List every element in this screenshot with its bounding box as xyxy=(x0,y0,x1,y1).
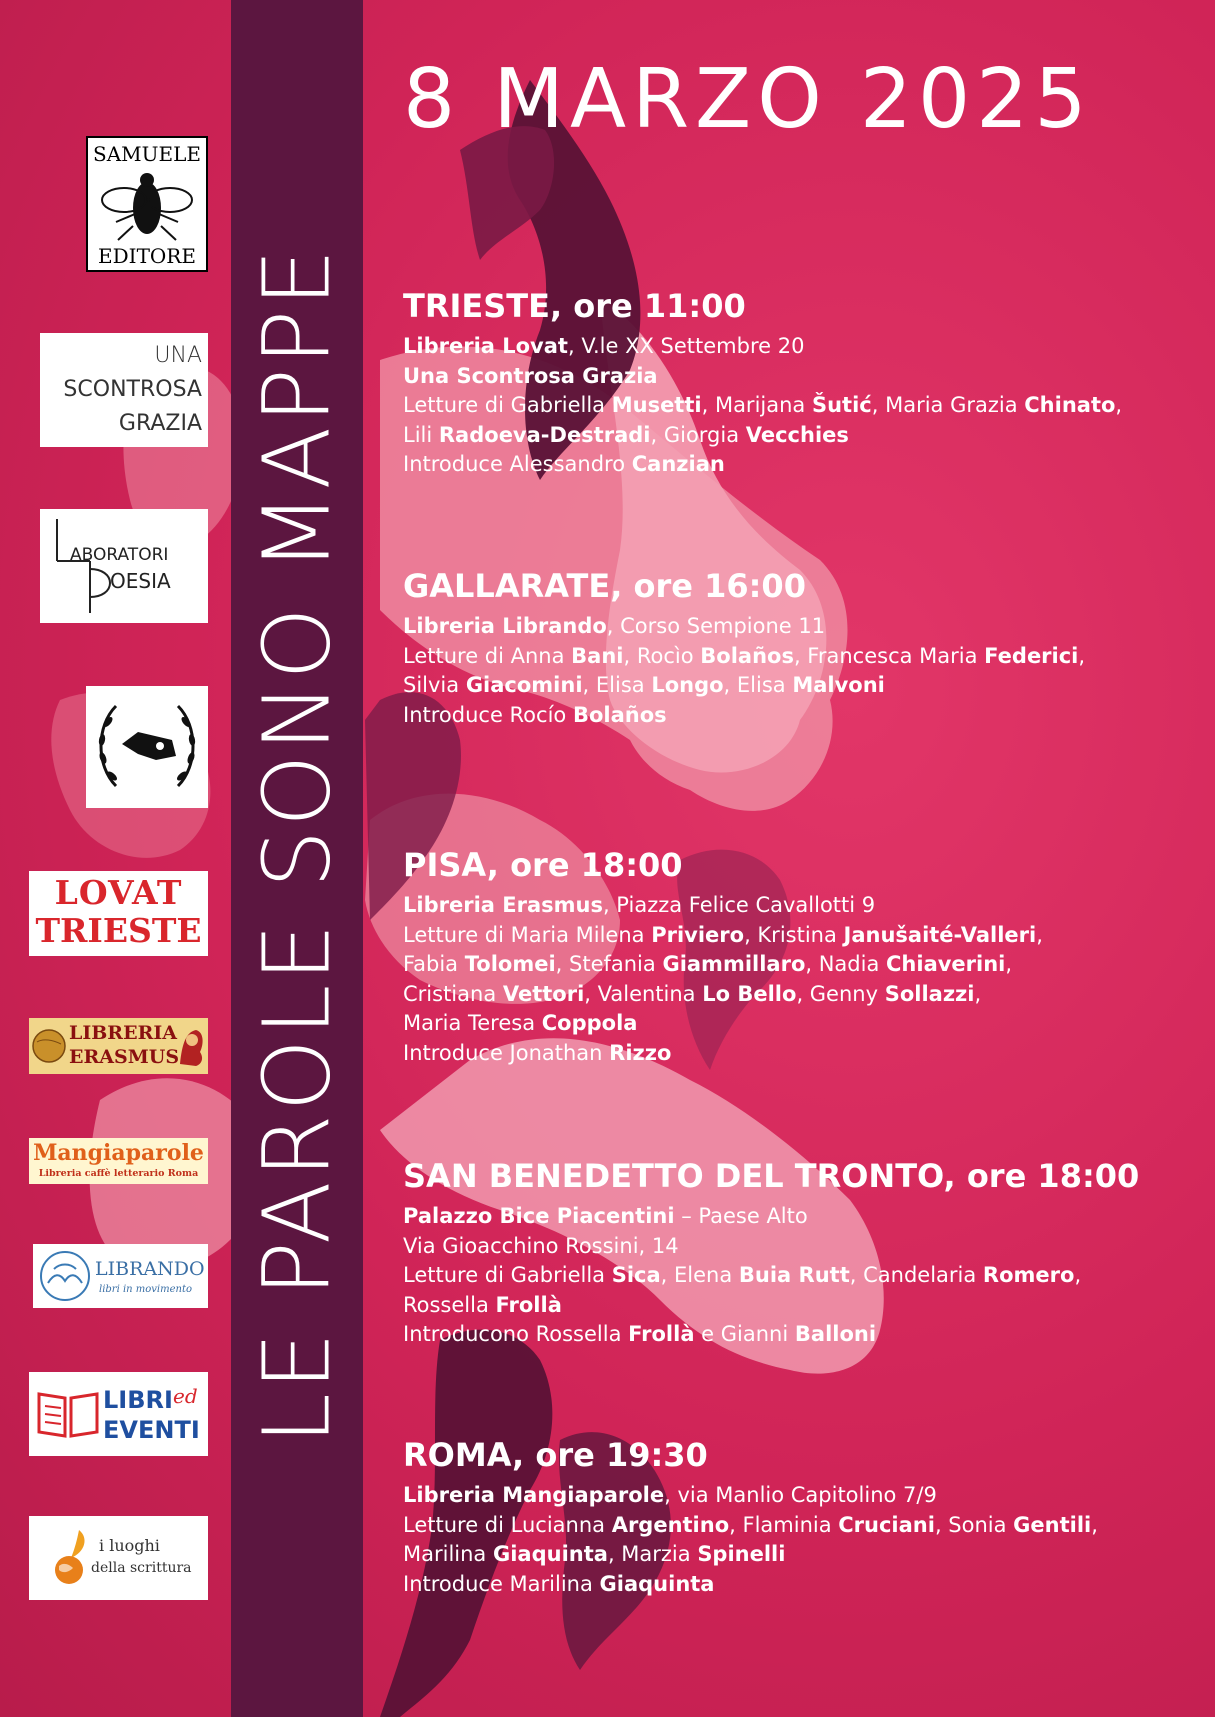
logo-text: TRIESTE xyxy=(35,911,202,950)
bold-name: Tolomei xyxy=(464,952,556,976)
bold-name: Buia Rutt xyxy=(738,1263,850,1287)
text-segment: Introduce Jonathan xyxy=(403,1040,610,1065)
text-segment: , Maria Grazia xyxy=(871,393,1025,417)
event-line xyxy=(403,1009,1043,1039)
laboratori-mark-icon xyxy=(40,509,208,623)
text-segment: Via Gioacchino Rossini, 14 xyxy=(403,1233,679,1258)
bold-name: Palazzo Bice Piacentini xyxy=(403,1204,675,1228)
event-line xyxy=(403,921,1043,951)
bold-name: Libreria Mangiaparole xyxy=(403,1483,665,1507)
text-segment: , Piazza Felice Cavallotti 9 xyxy=(602,893,876,917)
event-date: 8 MARZO 2025 xyxy=(403,52,1093,147)
bold-name: Malvoni xyxy=(792,673,885,697)
text-segment: Rossella xyxy=(403,1292,496,1317)
bold-name: Spinelli xyxy=(697,1542,786,1566)
logo-lovat-trieste xyxy=(29,871,208,956)
bold-name: Libreria Erasmus xyxy=(403,893,603,917)
text-segment: Marilina xyxy=(403,1542,493,1566)
bold-name: Vettori xyxy=(502,981,585,1006)
text-segment: , via Manlio Capitolino 7/9 xyxy=(664,1483,937,1507)
event-line xyxy=(403,1320,1139,1350)
logo-text: i luoghi xyxy=(99,1536,160,1555)
logo-librando xyxy=(33,1244,208,1308)
bold-name: Vecchies xyxy=(745,422,849,447)
bold-name: Libreria Lovat xyxy=(403,334,568,358)
event-line xyxy=(403,891,1043,921)
event-heading: SAN BENEDETTO DEL TRONTO, ore 18:00 xyxy=(403,1157,1140,1195)
bold-name: Janušaité-Valleri xyxy=(843,922,1037,947)
event-line xyxy=(403,1481,1098,1511)
bold-name: Federici xyxy=(984,643,1079,668)
text-segment: , Candelaria xyxy=(849,1263,983,1287)
text-segment: Introducono Rossella xyxy=(403,1322,629,1346)
event-details xyxy=(403,1481,1098,1599)
text-segment: , xyxy=(974,981,982,1006)
librando-circle-icon xyxy=(38,1249,92,1303)
bold-name: Sica xyxy=(611,1263,661,1287)
text-segment: , Elisa xyxy=(723,673,793,697)
text-segment: , Corso Sempione 11 xyxy=(606,614,826,638)
event-details xyxy=(403,1202,1139,1350)
bold-name: Chinato xyxy=(1024,393,1116,417)
bold-name: Šutić xyxy=(811,393,872,417)
event-trieste xyxy=(403,286,1122,480)
bold-name: Romero xyxy=(982,1263,1075,1287)
event-line xyxy=(403,671,1085,701)
event-details xyxy=(403,891,1043,1068)
bold-name: Bani xyxy=(571,643,624,668)
event-gallarate xyxy=(403,566,1085,730)
bold-name: Lo Bello xyxy=(702,981,797,1006)
text-segment: , Kristina xyxy=(744,922,844,947)
text-segment: , Genny xyxy=(796,981,885,1006)
logo-libreria-erasmus xyxy=(29,1018,208,1074)
bold-name: Canzian xyxy=(631,452,725,476)
event-line xyxy=(403,1039,1043,1069)
logo-mangiaparole xyxy=(29,1138,208,1184)
text-segment: , Flaminia xyxy=(729,1512,839,1537)
event-line xyxy=(403,332,1122,362)
event-line xyxy=(403,450,1122,480)
text-segment: , Valentina xyxy=(584,981,703,1006)
logo-text: OESIA xyxy=(110,569,171,593)
bee-icon xyxy=(88,166,206,246)
bold-name: Una Scontrosa Grazia xyxy=(403,363,658,388)
text-segment: , Elisa xyxy=(582,673,652,697)
logo-i-luoghi-della-scrittura xyxy=(29,1516,208,1600)
event-line xyxy=(403,1511,1098,1541)
event-heading: PISA, ore 18:00 xyxy=(403,846,683,884)
logo-text: ed xyxy=(173,1384,198,1408)
logo-text: SAMUELE xyxy=(93,142,201,166)
event-line xyxy=(403,391,1122,421)
logo-text: libri in movimento xyxy=(99,1284,193,1295)
event-roma xyxy=(403,1435,1098,1599)
event-line xyxy=(403,362,1122,392)
logo-text: LIBRERIA xyxy=(69,1022,177,1044)
quill-globe-icon xyxy=(49,1528,93,1588)
event-pisa xyxy=(403,845,1043,1068)
logo-text: LOVAT xyxy=(54,873,183,912)
text-segment: Letture di Anna xyxy=(403,643,572,668)
text-segment: Letture di Maria Milena xyxy=(403,922,652,947)
open-book-icon xyxy=(35,1386,101,1442)
event-heading: ROMA, ore 19:30 xyxy=(403,1436,708,1474)
logo-laboratori-poesia xyxy=(40,509,208,623)
logo-samuele-editore xyxy=(86,136,208,272)
text-segment: Introduce Alessandro xyxy=(403,452,632,476)
text-segment: Letture di Gabriella xyxy=(403,393,612,417)
event-line xyxy=(403,421,1122,451)
event-line xyxy=(403,980,1043,1010)
text-segment: , xyxy=(1005,952,1013,976)
event-line xyxy=(403,1202,1139,1232)
logo-text: SCONTROSA xyxy=(63,377,202,402)
event-san-benedetto xyxy=(403,1156,1139,1350)
text-segment: , Rocìo xyxy=(623,643,701,668)
bold-name: Argentino xyxy=(611,1512,730,1537)
text-segment: Maria Teresa xyxy=(403,1011,542,1035)
text-segment: e Gianni xyxy=(694,1322,795,1346)
bold-name: Gentili xyxy=(1013,1512,1092,1537)
text-segment: – Paese Alto xyxy=(674,1204,808,1228)
text-segment: , xyxy=(1074,1263,1082,1287)
event-line xyxy=(403,950,1043,980)
text-segment: Letture di Lucianna xyxy=(403,1512,612,1537)
bold-name: Sollazzi xyxy=(884,981,975,1006)
text-segment: , Elena xyxy=(660,1263,739,1287)
text-segment: Letture di Gabriella xyxy=(403,1263,612,1287)
text-segment: Cristiana xyxy=(403,981,503,1006)
text-segment: , xyxy=(1115,393,1123,417)
event-details xyxy=(403,332,1122,480)
logo-laurel-emblem xyxy=(86,686,208,808)
logo-text: ERASMUS xyxy=(69,1046,180,1068)
event-line xyxy=(403,612,1085,642)
vertical-title-container xyxy=(231,0,363,1717)
bold-name: Frollà xyxy=(628,1322,695,1346)
bold-name: Frollà xyxy=(495,1292,562,1317)
text-segment: , xyxy=(1078,643,1086,668)
text-segment: , Sonia xyxy=(934,1512,1014,1537)
bold-name: Bolaños xyxy=(700,643,794,668)
logo-libri-ed-eventi xyxy=(29,1372,208,1456)
event-heading: GALLARATE, ore 16:00 xyxy=(403,567,806,605)
text-segment: Lili xyxy=(403,422,439,447)
event-line xyxy=(403,1540,1098,1570)
logo-text: della scrittura xyxy=(91,1560,192,1576)
bold-name: Coppola xyxy=(541,1011,638,1035)
event-title: LE PAROLE SONO MAPPE xyxy=(243,245,351,1445)
text-segment: Introduce Marilina xyxy=(403,1571,600,1596)
bold-name: Cruciani xyxy=(838,1512,935,1537)
event-line xyxy=(403,701,1085,731)
bold-name: Musetti xyxy=(611,393,702,417)
text-segment: , Giorgia xyxy=(650,422,746,447)
bold-name: Chiaverini xyxy=(886,952,1006,976)
logo-text: LIBRANDO xyxy=(95,1258,205,1280)
logo-text: ABORATORI xyxy=(70,545,169,565)
logo-text: EDITORE xyxy=(98,244,196,268)
bold-name: Giaquinta xyxy=(599,1571,715,1596)
text-segment: , xyxy=(1091,1512,1098,1537)
bold-name: Giammillaro xyxy=(662,952,806,976)
text-segment: Introduce Rocío xyxy=(403,702,573,727)
text-segment: , Francesca Maria xyxy=(793,643,985,668)
bold-name: Balloni xyxy=(794,1322,877,1346)
text-segment: , Marijana xyxy=(701,393,812,417)
event-line xyxy=(403,1232,1139,1262)
logo-text: GRAZIA xyxy=(118,411,202,436)
laurel-wreath-icon xyxy=(86,686,208,808)
text-segment: , Stefania xyxy=(555,952,663,976)
logo-text: LIBRI xyxy=(103,1386,173,1414)
logo-text: UNA xyxy=(154,343,202,368)
portrait-icon xyxy=(176,1024,206,1068)
event-line xyxy=(403,1261,1139,1291)
bold-name: Bolaños xyxy=(572,702,667,727)
bold-name: Longo xyxy=(651,673,724,697)
text-segment: Fabia xyxy=(403,952,465,976)
bold-name: Rizzo xyxy=(609,1040,672,1065)
globe-icon xyxy=(31,1024,67,1068)
logo-una-scontrosa-grazia xyxy=(40,333,208,447)
text-segment: , Marzia xyxy=(607,1542,698,1566)
bold-name: Giacomini xyxy=(465,673,583,697)
event-line xyxy=(403,642,1085,672)
text-segment: , V.le XX Settembre 20 xyxy=(567,334,805,358)
text-segment: , Nadia xyxy=(805,952,887,976)
event-details xyxy=(403,612,1085,730)
event-line xyxy=(403,1570,1098,1600)
logo-text: Libreria caffè letterario Roma xyxy=(38,1168,199,1179)
bold-name: Libreria Librando xyxy=(403,614,607,638)
bold-name: Radoeva-Destradi xyxy=(438,422,651,447)
logo-text: Mangiaparole xyxy=(33,1140,204,1166)
event-heading: TRIESTE, ore 11:00 xyxy=(403,287,746,325)
event-line xyxy=(403,1291,1139,1321)
logo-text: EVENTI xyxy=(103,1416,200,1444)
text-segment: , xyxy=(1036,922,1043,947)
bold-name: Giaquinta xyxy=(492,1542,608,1566)
text-segment: Silvia xyxy=(403,673,466,697)
bold-name: Priviero xyxy=(651,922,745,947)
